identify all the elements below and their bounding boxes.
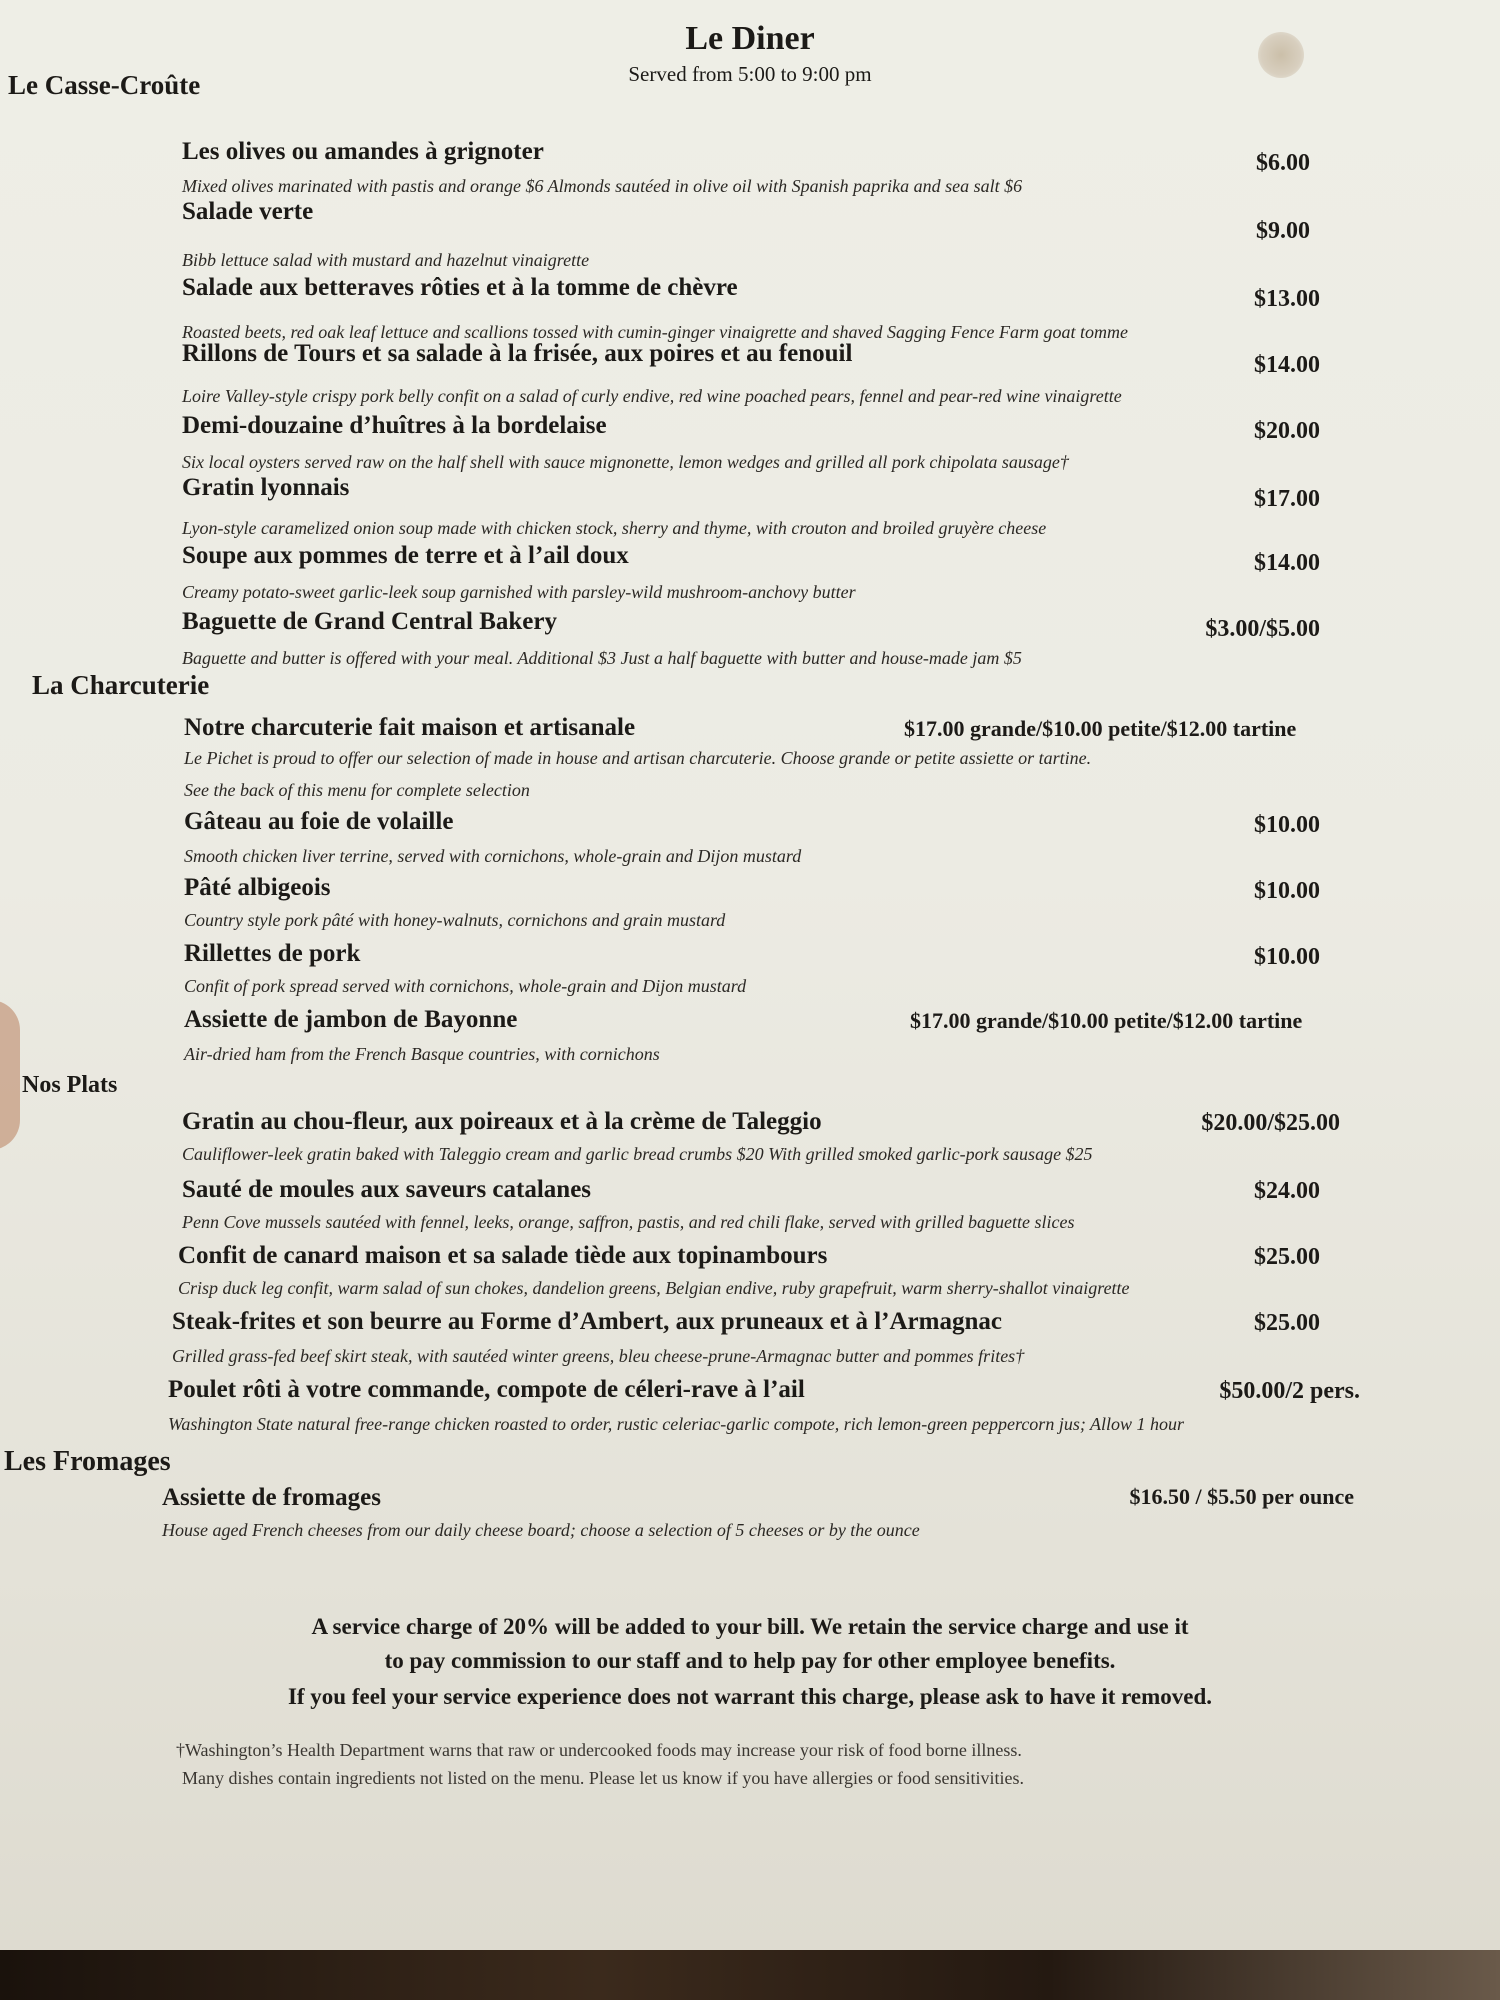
section-heading-casse-croute: Le Casse-Croûte: [8, 70, 201, 100]
item-description: Lyon-style caramelized onion soup made with chicken stock, sherry and thyme, with crouton and broiled gruyère cheese: [182, 518, 1047, 538]
item-description: Bibb lettuce salad with mustard and hazelnut vinaigrette: [182, 250, 590, 270]
menu-subtitle: Served from 5:00 to 9:00 pm: [628, 62, 872, 86]
finger-shadow: [0, 1000, 20, 1150]
item-description: Cauliflower-leek gratin baked with Taleggio cream and garlic bread crumbs $20 With grilled smoked garlic-pork sausage $25: [182, 1144, 1093, 1164]
item-price: $3.00/$5.00: [1205, 616, 1320, 642]
item-price: $10.00: [1254, 944, 1320, 970]
item-name: Les olives ou amandes à grignoter: [182, 138, 544, 165]
item-name: Sauté de moules aux saveurs catalanes: [182, 1176, 592, 1203]
section-heading-fromages: Les Fromages: [4, 1446, 171, 1477]
item-name: Gâteau au foie de volaille: [184, 808, 454, 835]
section-heading-plats: Nos Plats: [22, 1072, 118, 1098]
item-price: $9.00: [1256, 218, 1310, 244]
item-description: Penn Cove mussels sautéed with fennel, leeks, orange, saffron, pastis, and red chili flake, served with grilled baguette slices: [182, 1212, 1075, 1232]
item-price: $14.00: [1254, 550, 1320, 576]
item-description: Le Pichet is proud to offer our selection of made in house and artisan charcuterie. Choose grande or petite assiette or tartine.: [184, 748, 1092, 768]
item-description: Grilled grass-fed beef skirt steak, with sautéed winter greens, bleu cheese-prune-Armagnac butter and pommes frites†: [172, 1346, 1025, 1366]
item-name: Demi-douzaine d’huîtres à la bordelaise: [182, 412, 607, 439]
allergy-footnote: Many dishes contain ingredients not listed on the menu. Please let us know if you have allergies or food sensitivities.: [182, 1768, 1025, 1788]
item-name: Confit de canard maison et sa salade tiède aux topinambours: [178, 1242, 828, 1269]
item-name: Baguette de Grand Central Bakery: [182, 608, 557, 635]
item-description: Air-dried ham from the French Basque countries, with cornichons: [184, 1044, 660, 1064]
item-description: Loire Valley-style crispy pork belly confit on a salad of curly endive, red wine poached pears, fennel and pear-red wine vinaigrette: [182, 386, 1122, 406]
item-price: $16.50 / $5.50 per ounce: [1129, 1484, 1354, 1509]
item-description: Mixed olives marinated with pastis and orange $6 Almonds sautéed in olive oil with Spanish paprika and sea salt $6: [182, 176, 1023, 196]
item-name: Notre charcuterie fait maison et artisanale: [184, 714, 636, 741]
item-description: Confit of pork spread served with cornichons, whole-grain and Dijon mustard: [184, 976, 747, 996]
item-price: $6.00: [1256, 150, 1310, 176]
section-heading-charcuterie: La Charcuterie: [32, 670, 210, 700]
item-price: $25.00: [1254, 1244, 1320, 1270]
item-name: Gratin lyonnais: [182, 474, 350, 501]
item-name: Rillons de Tours et sa salade à la frisée, aux poires et au fenouil: [182, 340, 853, 367]
item-description-secondary: See the back of this menu for complete selection: [184, 780, 530, 800]
item-description: Creamy potato-sweet garlic-leek soup garnished with parsley-wild mushroom-anchovy butter: [182, 582, 856, 602]
item-price: $13.00: [1254, 286, 1320, 312]
item-description: Baguette and butter is offered with your meal. Additional $3 Just a half baguette with butter and house-made jam $5: [182, 648, 1022, 668]
item-price: $20.00/$25.00: [1201, 1110, 1340, 1136]
item-price: $17.00 grande/$10.00 petite/$12.00 tartine: [910, 1008, 1303, 1033]
item-name: Salade verte: [182, 198, 314, 225]
item-name: Pâté albigeois: [184, 874, 331, 901]
item-price: $17.00 grande/$10.00 petite/$12.00 tartine: [904, 716, 1297, 741]
item-price: $10.00: [1254, 812, 1320, 838]
item-description: Washington State natural free-range chicken roasted to order, rustic celeriac-garlic compote, rich lemon-green peppercorn jus; Allow 1 hour: [168, 1414, 1184, 1434]
item-name: Assiette de fromages: [162, 1484, 381, 1511]
health-footnote: †Washington’s Health Department warns that raw or undercooked foods may increase your risk of food borne illness.: [176, 1740, 1022, 1760]
item-price: $24.00: [1254, 1178, 1320, 1204]
item-name: Salade aux betteraves rôties et à la tomme de chèvre: [182, 274, 738, 301]
item-name: Gratin au chou-fleur, aux poireaux et à la crème de Taleggio: [182, 1108, 822, 1135]
item-price: $50.00/2 pers.: [1219, 1378, 1360, 1404]
item-description: Smooth chicken liver terrine, served with cornichons, whole-grain and Dijon mustard: [184, 846, 802, 866]
item-description: House aged French cheeses from our daily cheese board; choose a selection of 5 cheeses or by the ounce: [162, 1520, 920, 1540]
item-price: $10.00: [1254, 878, 1320, 904]
item-price: $14.00: [1254, 352, 1320, 378]
item-price: $20.00: [1254, 418, 1320, 444]
item-description: Roasted beets, red oak leaf lettuce and scallions tossed with cumin-ginger vinaigrette and shaved Sagging Fence Farm goat tomme: [182, 322, 1128, 342]
service-notice-line: to pay commission to our staff and to help pay for other employee benefits.: [384, 1648, 1116, 1673]
item-name: Steak-frites et son beurre au Forme d’Ambert, aux pruneaux et à l’Armagnac: [172, 1308, 1002, 1335]
service-notice-line: A service charge of 20% will be added to your bill. We retain the service charge and use it: [311, 1614, 1189, 1639]
service-notice-line: If you feel your service experience does not warrant this charge, please ask to have it removed.: [287, 1684, 1213, 1709]
menu-title: Le Diner: [685, 20, 815, 57]
item-name: Soupe aux pommes de terre et à l’ail doux: [182, 542, 629, 569]
item-name: Assiette de jambon de Bayonne: [184, 1006, 518, 1033]
item-description: Country style pork pâté with honey-walnuts, cornichons and grain mustard: [184, 910, 726, 930]
item-price: $17.00: [1254, 486, 1320, 512]
table-surface: [0, 1950, 1500, 2000]
item-description: Crisp duck leg confit, warm salad of sun chokes, dandelion greens, Belgian endive, ruby grapefruit, warm sherry-shallot vinaigrette: [178, 1278, 1130, 1298]
item-name: Rillettes de pork: [184, 940, 361, 967]
item-price: $25.00: [1254, 1310, 1320, 1336]
item-name: Poulet rôti à votre commande, compote de céleri-rave à l’ail: [168, 1376, 805, 1403]
item-description: Six local oysters served raw on the half shell with sauce mignonette, lemon wedges and grilled all pork chipolata sausage†: [182, 452, 1069, 472]
